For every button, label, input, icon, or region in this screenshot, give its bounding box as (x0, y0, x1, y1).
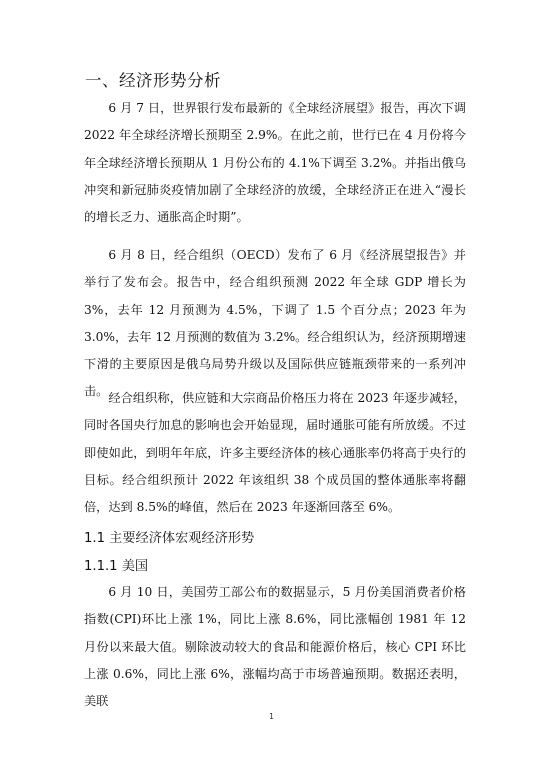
page-number: 1 (268, 712, 275, 721)
subsection-heading-usa: 1.1.1 美国 (84, 559, 149, 574)
paragraph-oecd-inflation: 经合组织称，供应链和大宗商品价格压力将在 2023 年逐步减轻，同时各国央行加息的影响也会开始显现，届时通胀可能有所放缓。不过即使如此，到明年年底，许多主要经济体的核心通胀率仍将高于央行的目标。经合组织预计 2022 年该组织 38 个成员国的整体通胀率将翻倍，达到 8.5%的峰值，然后在 2023 年逐渐回落至 6%。 (84, 391, 466, 515)
paragraph-us-cpi: 6 月 10 日，美国劳工部公布的数据显示，5 月份美国消费者价格指数(CPI)环比上涨 1%，同比上涨 8.6%，同比涨幅创 1981 年 12 月份以来最大值。剔除波动较大的食品和能源价格后，核心 CPI 环比上涨 0.6%，同比上涨 6%，涨幅均高于市场普遍预期。数据还表明，美联 (84, 585, 466, 709)
subsection-heading-major-economies: 1.1 主要经济体宏观经济形势 (84, 531, 255, 546)
paragraph-oecd-forecast: 6 月 8 日，经合组织（OECD）发布了 6 月《经济展望报告》并举行了发布会。报告中，经合组织预测 2022 年全球 GDP 增长为 3%，去年 12 月预测为 4.5%，下调了 1.5 个百分点；2023 年为 3.0%，去年 12 月预测的数值为 3.2%。经合组织认为，经济预期增速下滑的主要原因是俄乌局势升级以及国际供应链瓶颈带来的一系列冲击。 (84, 248, 466, 399)
paragraph-world-bank: 6 月 7 日，世界银行发布最新的《全球经济展望》报告，再次下调 2022 年全球经济增长预期至 2.9%。在此之前，世行已在 4 月份将今年全球经济增长预期从 1 月份公布的 4.1%下调至 3.2%。并指出俄乌冲突和新冠肺炎疫情加剧了全球经济的放缓，全球经济正在进入“漫长的增长乏力、通胀高企时期”。 (84, 101, 466, 225)
section-heading-economic-analysis: 一、经济形势分析 (85, 71, 221, 90)
